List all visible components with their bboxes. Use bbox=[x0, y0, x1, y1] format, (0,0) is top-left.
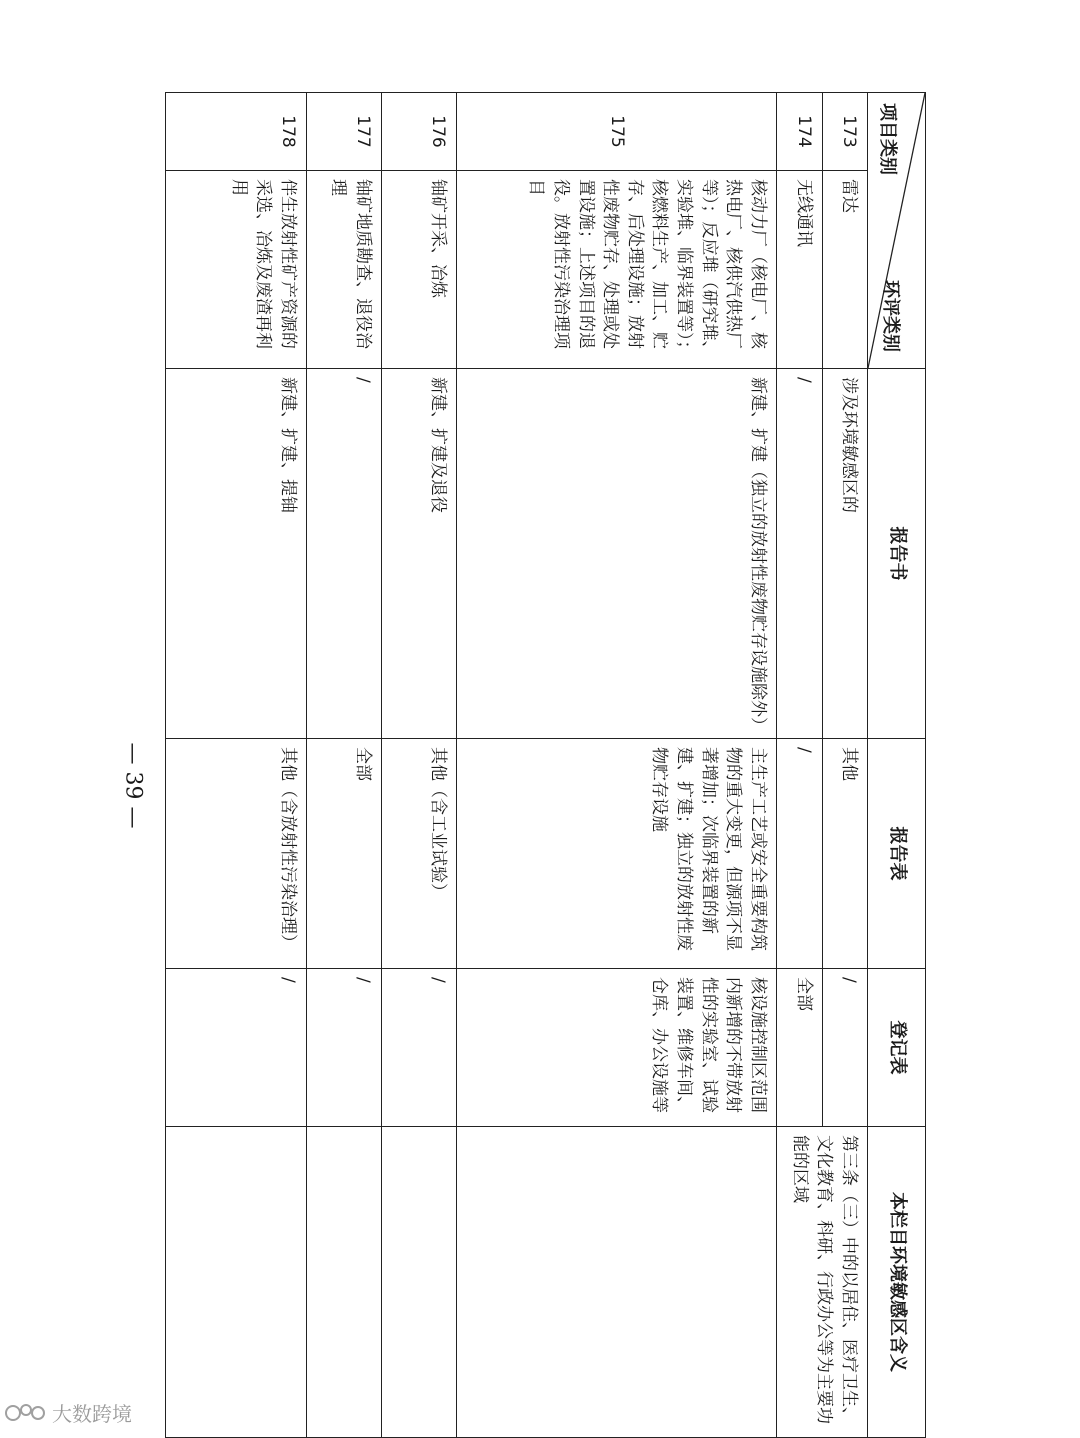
project-category: 雷达 bbox=[823, 171, 868, 369]
row-number: 178 bbox=[166, 93, 307, 171]
project-category: 铀矿地质勘查、退役治理 bbox=[307, 171, 382, 369]
project-category: 无线通讯 bbox=[777, 171, 823, 369]
report-form-cell: 其他 bbox=[823, 739, 868, 969]
sensitive-area-cell bbox=[166, 1127, 307, 1438]
report-book-cell: / bbox=[777, 369, 823, 739]
sensitive-area-cell bbox=[307, 1127, 382, 1438]
header-project-category: 项目类别 bbox=[877, 103, 899, 175]
report-form-cell: 主生产工艺或安全重要构筑物的重大变更，但源项不显著增加；次临界装置的新建、扩建；独立的放射性废物贮存设施 bbox=[457, 739, 777, 969]
table-row bbox=[457, 93, 777, 1438]
row-number: 173 bbox=[823, 93, 868, 171]
report-form-cell: / bbox=[777, 739, 823, 969]
page-number: — 39 — bbox=[120, 742, 146, 828]
registration-cell: / bbox=[823, 969, 868, 1127]
header-registration-form: 登记表 bbox=[868, 969, 926, 1127]
sensitive-area-cell bbox=[457, 1127, 777, 1438]
report-book-cell: 涉及环境敏感区的 bbox=[823, 369, 868, 739]
report-book-cell: / bbox=[307, 369, 382, 739]
project-category: 核动力厂（核电厂、核热电厂、核供汽供热厂等）；反应堆（研究堆、实验堆、临界装置等）；核燃料生产、加工、贮存、后处理设施；放射性废物贮存、处理或处置设施；上述项目的退役。放射性污染治理项目 bbox=[457, 171, 777, 369]
environmental-assessment-table bbox=[165, 92, 926, 1438]
registration-cell: / bbox=[382, 969, 457, 1127]
registration-cell: 核设施控制区范围内新增的不带放射性的实验室、试验装置、维修车间、仓库、办公设施等 bbox=[457, 969, 777, 1127]
registration-cell: / bbox=[307, 969, 382, 1127]
report-book-cell: 新建、扩建（独立的放射性废物贮存设施除外） bbox=[457, 369, 777, 739]
table-header-row bbox=[868, 93, 926, 1438]
watermark-text: 大数跨境 bbox=[52, 1402, 132, 1426]
table-row bbox=[166, 93, 307, 1438]
report-book-cell: 新建、扩建、提铀 bbox=[166, 369, 307, 739]
report-form-cell: 全部 bbox=[307, 739, 382, 969]
row-number: 174 bbox=[777, 93, 823, 171]
table-row bbox=[307, 93, 382, 1438]
diagonal-header-cell bbox=[868, 93, 926, 369]
registration-cell: / bbox=[166, 969, 307, 1127]
rotated-document bbox=[166, 92, 926, 1437]
header-sensitive-area: 本栏目环境敏感区含义 bbox=[868, 1127, 926, 1438]
sensitive-area-cell bbox=[382, 1127, 457, 1438]
header-report-book: 报告书 bbox=[868, 369, 926, 739]
project-category: 铀矿开采、冶炼 bbox=[382, 171, 457, 369]
report-form-cell: 其他（含放射性污染治理） bbox=[166, 739, 307, 969]
row-number: 177 bbox=[307, 93, 382, 171]
header-report-form: 报告表 bbox=[868, 739, 926, 969]
table-row bbox=[823, 93, 868, 1438]
registration-cell: 全部 bbox=[777, 969, 823, 1127]
sensitive-area-cell: 第三条（三）中的以居住、医疗卫生、文化教育、科研、行政办公等为主要功能的区域 bbox=[777, 1127, 868, 1438]
report-book-cell: 新建、扩建及退役 bbox=[382, 369, 457, 739]
row-number: 175 bbox=[457, 93, 777, 171]
watermark-logo-icon bbox=[4, 1402, 48, 1424]
header-assessment-category: 环评类别 bbox=[880, 280, 901, 352]
row-number: 176 bbox=[382, 93, 457, 171]
report-form-cell: 其他（含工业试验） bbox=[382, 739, 457, 969]
page-number-container bbox=[113, 735, 153, 835]
project-category: 伴生放射性矿产资源的采选、冶炼及废渣再利用 bbox=[166, 171, 307, 369]
table-row bbox=[382, 93, 457, 1438]
watermark bbox=[4, 1398, 132, 1427]
